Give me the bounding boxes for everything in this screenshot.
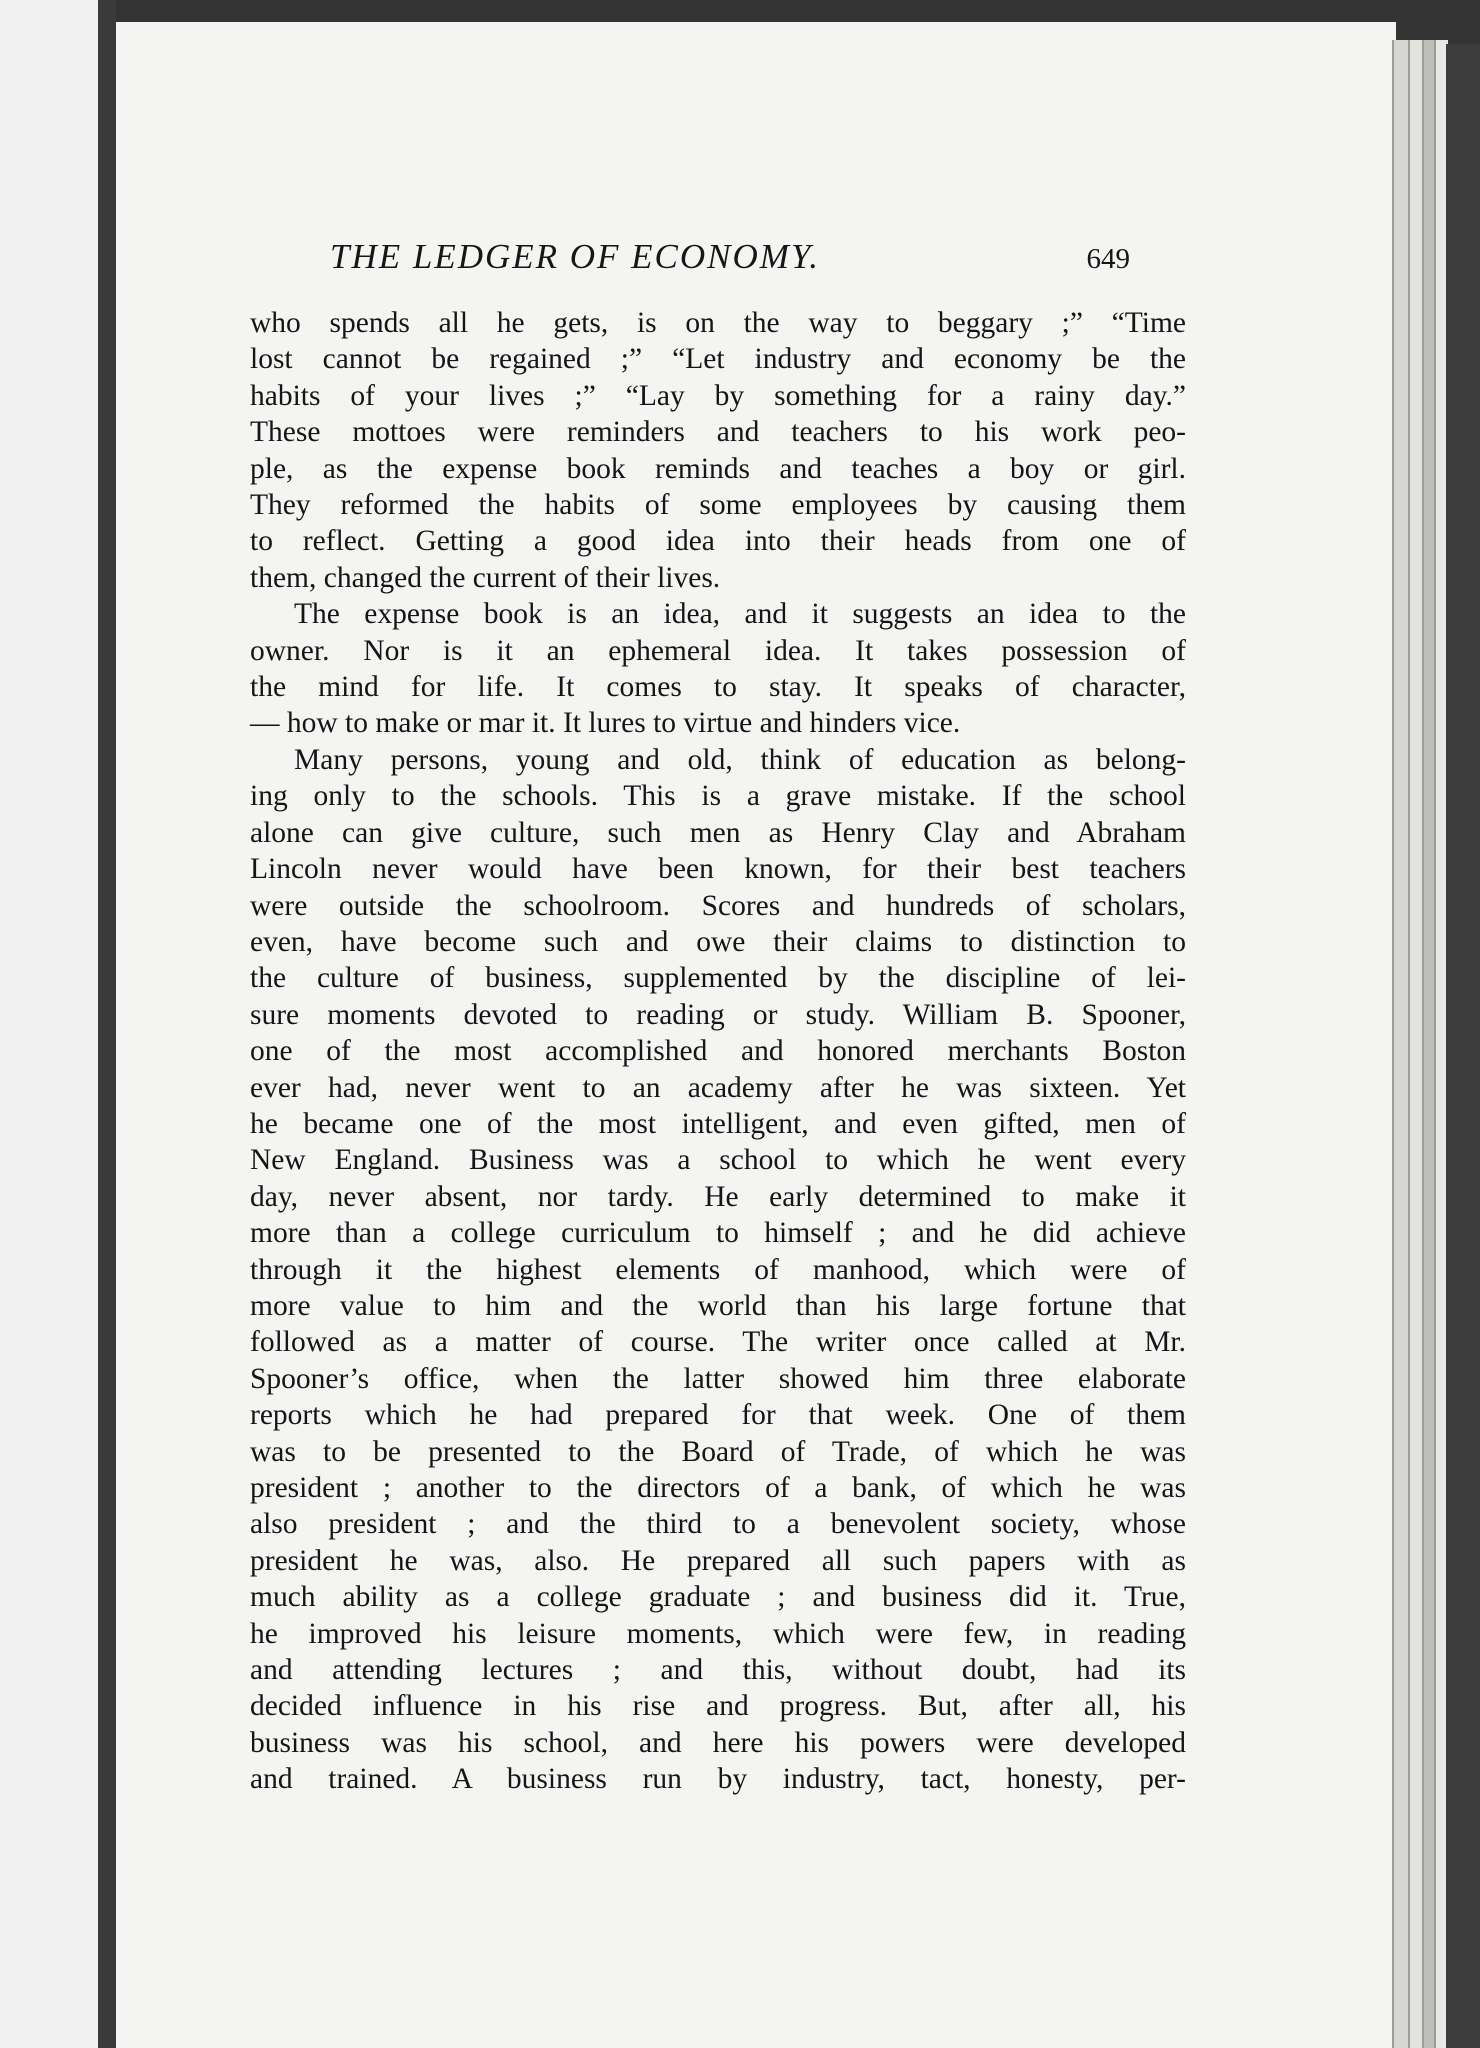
- text-line: he became one of the most intelligent, and even gifted, men of: [250, 1107, 1186, 1140]
- text-line: alone can give culture, such men as Henry Clay and Abraham: [250, 816, 1186, 849]
- text-line: ing only to the schools. This is a grave mistake. If the school: [250, 780, 1186, 813]
- page-number: 649: [1086, 243, 1130, 275]
- text-line: These mottoes were reminders and teachers to his work peo-: [250, 416, 1186, 449]
- text-line: also president ; and the third to a benevolent society, whose: [250, 1508, 1186, 1541]
- text-line: to reflect. Getting a good idea into their heads from one of: [250, 525, 1186, 558]
- text-line: decided influence in his rise and progress. But, after all, his: [250, 1690, 1186, 1723]
- text-line: ever had, never went to an academy after he was sixteen. Yet: [250, 1071, 1186, 1104]
- text-line: The expense book is an idea, and it suggests an idea to the: [294, 598, 1186, 631]
- text-line: the culture of business, supplemented by the discipline of lei-: [250, 962, 1186, 995]
- page-edge: [1408, 40, 1422, 2048]
- page-edge: [1422, 40, 1434, 2048]
- text-line: the mind for life. It comes to stay. It speaks of character,: [250, 671, 1186, 704]
- text-line: habits of your lives ;” “Lay by something for a rainy day.”: [250, 379, 1186, 412]
- text-line: reports which he had prepared for that week. One of them: [250, 1399, 1186, 1432]
- text-line: more value to him and the world than his large fortune that: [250, 1289, 1186, 1322]
- text-line: — how to make or mar it. It lures to virtue and hinders vice.: [250, 707, 961, 740]
- text-line: day, never absent, nor tardy. He early determined to make it: [250, 1180, 1186, 1213]
- text-line: were outside the schoolroom. Scores and hundreds of scholars,: [250, 889, 1186, 922]
- body-text: [250, 305, 1186, 1798]
- text-line: ple, as the expense book reminds and teaches a boy or girl.: [250, 452, 1186, 485]
- text-line: They reformed the habits of some employees by causing them: [250, 489, 1186, 522]
- text-line: much ability as a college graduate ; and business did it. True,: [250, 1581, 1186, 1614]
- text-line: president ; another to the directors of a bank, of which he was: [250, 1472, 1186, 1504]
- text-line: followed as a matter of course. The writer once called at Mr.: [250, 1326, 1186, 1359]
- text-line: sure moments devoted to reading or study. William B. Spooner,: [250, 998, 1186, 1031]
- book-binding: [98, 0, 116, 2048]
- text-line: through it the highest elements of manhood, which were of: [250, 1253, 1186, 1286]
- text-line: Lincoln never would have been known, for their best teachers: [250, 853, 1186, 886]
- text-line: lost cannot be regained ;” “Let industry and economy be the: [250, 343, 1186, 376]
- text-line: owner. Nor is it an ephemeral idea. It takes possession of: [250, 634, 1186, 667]
- text-line: them, changed the current of their lives.: [250, 561, 721, 594]
- page-shadow: [1446, 44, 1480, 2048]
- text-line: even, have become such and owe their claims to distinction to: [250, 925, 1186, 958]
- page-edge: [1392, 40, 1408, 2048]
- text-line: and attending lectures ; and this, without doubt, had its: [250, 1654, 1186, 1687]
- text-line: Many persons, young and old, think of education as belong-: [294, 743, 1186, 776]
- running-head: [330, 237, 1130, 277]
- text-line: was to be presented to the Board of Trade, of which he was: [250, 1435, 1186, 1468]
- text-line: one of the most accomplished and honored merchants Boston: [250, 1035, 1186, 1068]
- text-line: who spends all he gets, is on the way to beggary ;” “Time: [250, 307, 1186, 339]
- text-line: Spooner’s office, when the latter showed him three elaborate: [250, 1362, 1186, 1395]
- text-line: New England. Business was a school to which he went every: [250, 1144, 1186, 1177]
- text-line: president he was, also. He prepared all such papers with as: [250, 1544, 1186, 1577]
- running-title: THE LEDGER OF ECONOMY.: [330, 237, 820, 276]
- text-line: business was his school, and here his powers were developed: [250, 1726, 1186, 1759]
- text-line: more than a college curriculum to himself ; and he did achieve: [250, 1217, 1186, 1250]
- text-line: and trained. A business run by industry, tact, honesty, per-: [250, 1763, 1186, 1796]
- text-line: he improved his leisure moments, which were few, in reading: [250, 1617, 1186, 1650]
- facing-page-margin: [0, 0, 98, 2048]
